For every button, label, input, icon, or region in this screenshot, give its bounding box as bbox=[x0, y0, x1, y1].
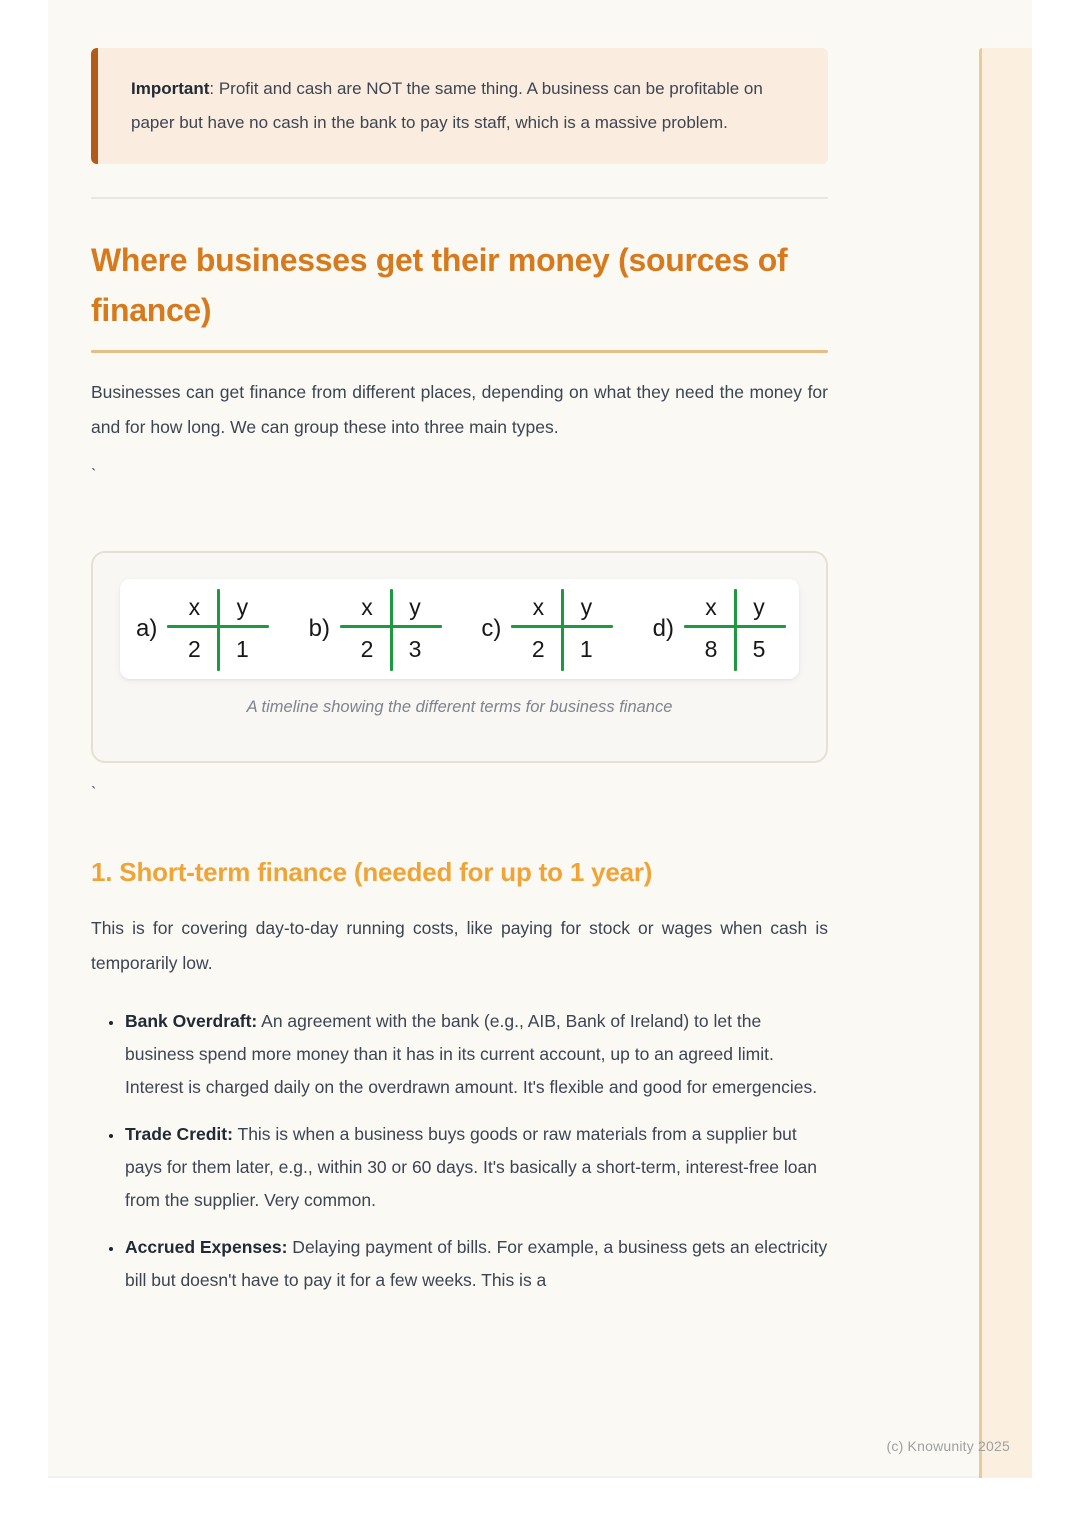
figure-image bbox=[120, 579, 799, 679]
callout-label: Important bbox=[131, 79, 210, 98]
xy-cross-table bbox=[170, 592, 266, 666]
table-label: a) bbox=[136, 615, 158, 642]
list-text: Delaying payment of bills. For example, a business gets an electricity bill but doesn't have to pay it for a few weeks. This is a bbox=[125, 1237, 828, 1290]
table-vertical-line bbox=[217, 589, 220, 671]
copyright-footer: (c) Knowunity 2025 bbox=[886, 1438, 1010, 1454]
important-callout bbox=[91, 48, 828, 164]
xy-cross-table bbox=[514, 592, 610, 666]
intro-paragraph: Businesses can get finance from different places, depending on what they need the money for and for how long. We can group these into three main types. bbox=[91, 382, 828, 437]
section-heading: 1. Short-term finance (needed for up to 1 year) bbox=[91, 857, 653, 887]
table-label: b) bbox=[308, 615, 330, 642]
xy-table-d bbox=[653, 592, 783, 666]
list-text: This is when a business buys goods or raw materials from a supplier but pays for them later, e.g., within 30 or 60 days. It's basically a short-term, interest-free loan from the supplier. Very common. bbox=[125, 1124, 817, 1210]
figure-box bbox=[91, 551, 828, 763]
stray-backtick-2: ` bbox=[91, 785, 97, 802]
table-header-y: y bbox=[236, 594, 249, 620]
table-header-y: y bbox=[580, 594, 593, 620]
list-item-bank-overdraft bbox=[124, 1005, 828, 1104]
xy-table-a bbox=[136, 592, 266, 666]
table-value-y: 1 bbox=[579, 636, 593, 662]
table-horizontal-line bbox=[684, 625, 786, 628]
next-page-edge bbox=[979, 48, 1032, 1478]
table-label: d) bbox=[652, 615, 674, 642]
table-vertical-line bbox=[734, 589, 737, 671]
figure-caption: A timeline showing the different terms for business finance bbox=[246, 698, 673, 716]
xy-cross-table bbox=[343, 592, 439, 666]
table-value-y: 1 bbox=[235, 636, 249, 662]
table-value-y: 5 bbox=[752, 636, 766, 662]
finance-options-list bbox=[91, 1005, 828, 1297]
list-term: Bank Overdraft: bbox=[125, 1011, 258, 1031]
table-header-x: x bbox=[532, 594, 545, 620]
table-header-y: y bbox=[409, 594, 421, 620]
page-title: Where businesses get their money (sources of finance) bbox=[91, 242, 788, 328]
table-vertical-line bbox=[561, 589, 564, 671]
xy-table-b bbox=[309, 592, 439, 666]
table-value-x: 2 bbox=[531, 636, 545, 662]
table-horizontal-line bbox=[167, 625, 269, 628]
table-header-x: x bbox=[705, 594, 717, 620]
table-header-x: x bbox=[188, 594, 201, 620]
table-value-x: 2 bbox=[360, 636, 374, 662]
table-header-y: y bbox=[753, 594, 765, 620]
table-value-x: 2 bbox=[187, 636, 201, 662]
title-underline bbox=[91, 350, 828, 353]
list-item-trade-credit bbox=[124, 1118, 828, 1217]
list-term: Accrued Expenses: bbox=[125, 1237, 288, 1257]
table-vertical-line bbox=[390, 589, 393, 671]
xy-table-c bbox=[481, 592, 610, 666]
callout-body: : Profit and cash are NOT the same thing. A business can be profitable on paper but have no cash in the bank to pay its staff, which is a massive problem. bbox=[131, 79, 763, 132]
page-content bbox=[91, 0, 828, 1311]
table-header-x: x bbox=[361, 594, 373, 620]
document-page bbox=[48, 0, 1032, 1478]
list-text: An agreement with the bank (e.g., AIB, Bank of Ireland) to let the business spend more money than it has in its current account, up to an agreed limit. Interest is charged daily on the overdrawn amount. It's flexible and good for emergencies. bbox=[125, 1011, 818, 1097]
list-item-accrued-expenses bbox=[124, 1231, 828, 1297]
list-term: Trade Credit: bbox=[125, 1124, 233, 1144]
section-intro-paragraph: This is for covering day-to-day running costs, like paying for stock or wages when cash is temporarily low. bbox=[91, 918, 828, 973]
table-horizontal-line bbox=[511, 625, 613, 628]
table-value-x: 8 bbox=[704, 636, 718, 662]
table-label: c) bbox=[481, 615, 502, 642]
callout-text bbox=[131, 72, 794, 140]
stray-backtick-1: ` bbox=[91, 467, 97, 484]
section-divider bbox=[91, 197, 828, 199]
table-value-y: 3 bbox=[408, 636, 422, 662]
table-horizontal-line bbox=[340, 625, 442, 628]
xy-cross-table bbox=[687, 592, 783, 666]
